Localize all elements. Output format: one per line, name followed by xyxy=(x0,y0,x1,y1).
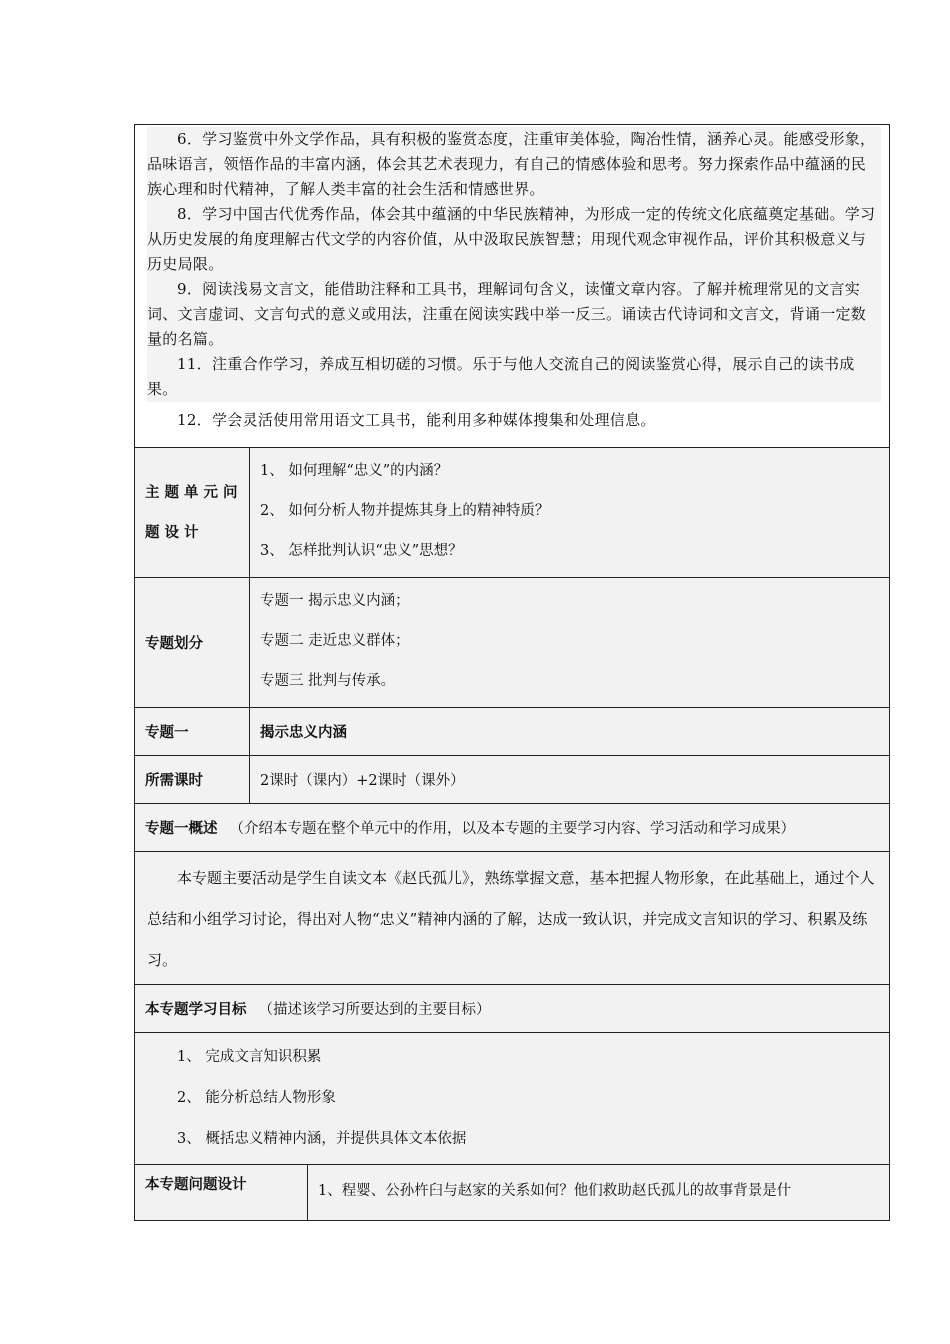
overview-hint: （介绍本专题在整个单元中的作用，以及本专题的主要学习内容、学习活动和学习成果） xyxy=(229,821,795,837)
standard-item: 8．学习中国古代优秀作品，体会其中蕴涵的中华民族精神，为形成一定的传统文化底蕴奠定基础。学习从历史发展的角度理解古代文学的内容价值，从中汲取民族智慧；用现代观念审视作品，评价其积极意义与历史局限。 xyxy=(147,202,881,277)
overview-label: 专题一概述 xyxy=(145,821,218,837)
topics-row xyxy=(135,577,889,707)
topic-one-label: 专题一 xyxy=(135,708,250,755)
goals-header xyxy=(135,984,889,1032)
unit-question: 2、 如何分析人物并提炼其身上的精神特质？ xyxy=(260,503,550,519)
unit-questions-row xyxy=(135,447,889,577)
topic-one-row xyxy=(135,707,889,755)
goals-label: 本专题学习目标 xyxy=(145,1002,247,1018)
topic-item: 专题二 走近忠义群体； xyxy=(260,633,410,649)
unit-questions-label: 主题单元问题设计 xyxy=(135,448,250,577)
topic-questions-row xyxy=(135,1164,889,1220)
standard-item: 11．注重合作学习，养成互相切磋的习惯。乐于与他人交流自己的阅读鉴赏心得，展示自己的读书成果。 xyxy=(147,352,881,402)
hours-label: 所需课时 xyxy=(135,756,250,803)
topic-item: 专题一 揭示忠义内涵； xyxy=(260,593,410,609)
lesson-plan-table xyxy=(134,124,890,1221)
topics-label: 专题划分 xyxy=(135,578,250,707)
overview-header xyxy=(135,803,889,851)
overview-text: 本专题主要活动是学生自读文本《赵氏孤儿》，熟练掌握文意，基本把握人物形象，在此基础上，通过个人总结和小组学习讨论，得出对人物“忠义”精神内涵的了解，达成一致认识，并完成文言知识的学习、积累及练习。 xyxy=(147,869,875,969)
goals-list xyxy=(135,1032,889,1164)
topic-questions-label: 本专题问题设计 xyxy=(135,1165,308,1220)
goal-item: 1、 完成文言知识积累 xyxy=(177,1049,322,1065)
unit-questions-list xyxy=(250,448,889,577)
standard-item: 6．学习鉴赏中外文学作品，具有积极的鉴赏态度，注重审美体验，陶冶性情，涵养心灵。能感受形象，品味语言，领悟作品的丰富内涵，体会其艺术表现力，有自己的情感体验和思考。努力探索作品中蕴涵的民族心理和时代精神，了解人类丰富的社会生活和情感世界。 xyxy=(147,127,881,202)
standard-item: 9．阅读浅易文言文，能借助注释和工具书，理解词句含义，读懂文章内容。了解并梳理常见的文言实词、文言虚词、文言句式的意义或用法，注重在阅读实践中举一反三。诵读古代诗词和文言文，背诵一定数量的名篇。 xyxy=(147,277,881,352)
unit-question: 3、 怎样批判认识“忠义”思想？ xyxy=(260,543,463,559)
goal-item: 3、 概括忠义精神内涵，并提供具体文本依据 xyxy=(177,1131,467,1147)
topic-one-value: 揭示忠义内涵 xyxy=(260,725,347,741)
topic-question-first: 1、程婴、公孙杵臼与赵家的关系如何？他们救助赵氏孤儿的故事背景是什 xyxy=(318,1183,792,1199)
topics-list xyxy=(250,578,889,707)
hours-row xyxy=(135,755,889,803)
goals-hint: （描述该学习所要达到的主要目标） xyxy=(258,1002,491,1018)
topic-item: 专题三 批判与传承。 xyxy=(260,673,396,689)
standard-item: 12．学会灵活使用常用语文工具书，能利用多种媒体搜集和处理信息。 xyxy=(177,411,656,429)
overview-body xyxy=(135,851,889,984)
goal-item: 2、 能分析总结人物形象 xyxy=(177,1090,336,1106)
hours-value: 2课时（课内）+2课时（课外） xyxy=(260,773,465,789)
curriculum-standards xyxy=(135,125,889,447)
unit-question: 1、 如何理解“忠义”的内涵？ xyxy=(260,463,449,479)
